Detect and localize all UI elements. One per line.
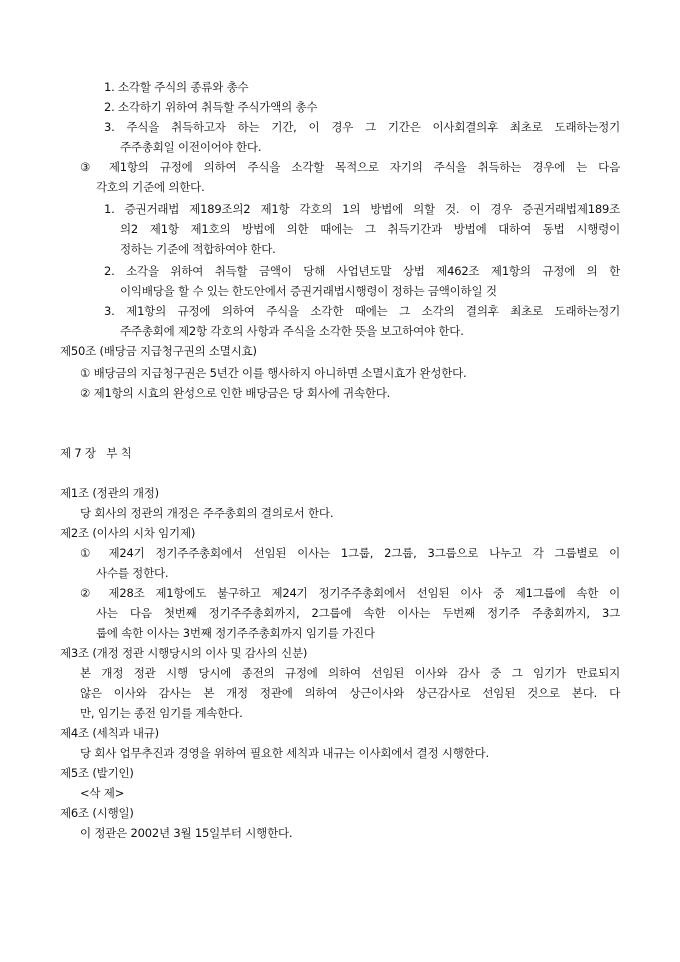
list-item: 3. 제1항의 규정에 의하여 주식을 소각한 때에는 그 소각의 결의후 최초로 도래하는정기 (104, 304, 620, 318)
list-item-continuation: 이익배당을 할 수 있는 한도안에서 증권거래법시행령이 정하는 금액이하일 것 (120, 284, 497, 298)
list-item: 3. 주식을 취득하고자 하는 기간, 이 경우 그 기간은 이사회결의후 최초로 도래하는정기 (104, 120, 620, 134)
clause-paragraph-continuation: 사는 다음 첫번째 정기주주총회까지, 2그룹에 속한 이사는 두번째 정기주 주총회까지, 3그 (96, 606, 620, 620)
list-item-continuation: 정하는 기준에 적합하여야 한다. (120, 242, 276, 256)
clause-paragraph: ① 배당금의 지급청구권은 5년간 이를 행사하지 아니하면 소멸시효가 완성한다. (80, 366, 467, 380)
clause-paragraph: ① 제24기 정기주주총회에서 선임된 이사는 1그룹, 2그룹, 3그룹으로 나누고 각 그룹별로 이 (80, 546, 620, 560)
clause-paragraph-continuation: 각호의 기준에 의한다. (96, 180, 205, 194)
clause-paragraph: ② 제28조 제1항에도 불구하고 제24기 정기주주총회에서 선임된 이사 중 제1그룹에 속한 이 (80, 586, 620, 600)
list-item-continuation: 주주총회일 이전이어야 한다. (120, 140, 262, 154)
clause-paragraph: ② 제1항의 시효의 완성으로 인한 배당금은 당 회사에 귀속한다. (80, 386, 391, 400)
article-body: 본 개정 정관 시행 당시에 종전의 규정에 의하여 선임된 이사와 감사 중 그 임기가 만료되지 (80, 666, 620, 680)
list-item: 1. 소각할 주식의 종류와 총수 (104, 80, 249, 94)
article-title: 제5조 (발기인) (60, 766, 134, 780)
list-item: 2. 소각하기 위하여 취득할 주식가액의 총수 (104, 100, 318, 114)
article-title: 제50조 (배당금 지급청구권의 소멸시효) (60, 344, 257, 358)
article-body: <삭 제> (80, 786, 125, 800)
article-title: 제1조 (정관의 개정) (60, 486, 159, 500)
article-body: 만, 임기는 종전 임기를 계속한다. (80, 706, 243, 720)
clause-paragraph-continuation: 사수를 정한다. (96, 566, 169, 580)
article-body: 않은 이사와 감사는 본 개정 정관에 의하여 상근이사와 상근감사로 선임된 것으로 본다. 다 (80, 686, 620, 700)
article-title: 제2조 (이사의 시차 임기제) (60, 526, 196, 540)
list-item-continuation: 의2 제1항 제1호의 방법에 의한 때에는 그 취득기간과 방법에 대하여 동법 시행령이 (120, 222, 620, 236)
clause-paragraph-continuation: 룹에 속한 이사는 3번째 정기주주총회까지 임기를 가진다 (96, 626, 375, 640)
article-body: 이 정관은 2002년 3월 15일부터 시행한다. (80, 826, 293, 840)
article-title: 제3조 (개정 정관 시행당시의 이사 및 감사의 신분) (60, 646, 308, 660)
list-item: 1. 증권거래법 제189조의2 제1항 각호의 1의 방법에 의할 것. 이 경우 증권거래법제189조 (104, 202, 620, 216)
article-body: 당 회사의 정관의 개정은 주주총회의 결의로서 한다. (80, 506, 334, 520)
chapter-title: 제 7 장 부 칙 (60, 446, 132, 460)
list-item: 2. 소각을 위하여 취득할 금액이 당해 사업년도말 상법 제462조 제1항의 규정에 의 한 (104, 264, 620, 278)
list-item-continuation: 주주총회에 제2항 각호의 사항과 주식을 소각한 뜻을 보고하여야 한다. (120, 324, 464, 338)
article-body: 당 회사 업무추진과 경영을 위하여 필요한 세칙과 내규는 이사회에서 결정 시행한다. (80, 746, 489, 760)
clause-paragraph: ③ 제1항의 규정에 의하여 주식을 소각할 목적으로 자기의 주식을 취득하는 경우에 는 다음 (80, 160, 620, 174)
article-title: 제4조 (세칙과 내규) (60, 726, 159, 740)
article-title: 제6조 (시행일) (60, 806, 134, 820)
